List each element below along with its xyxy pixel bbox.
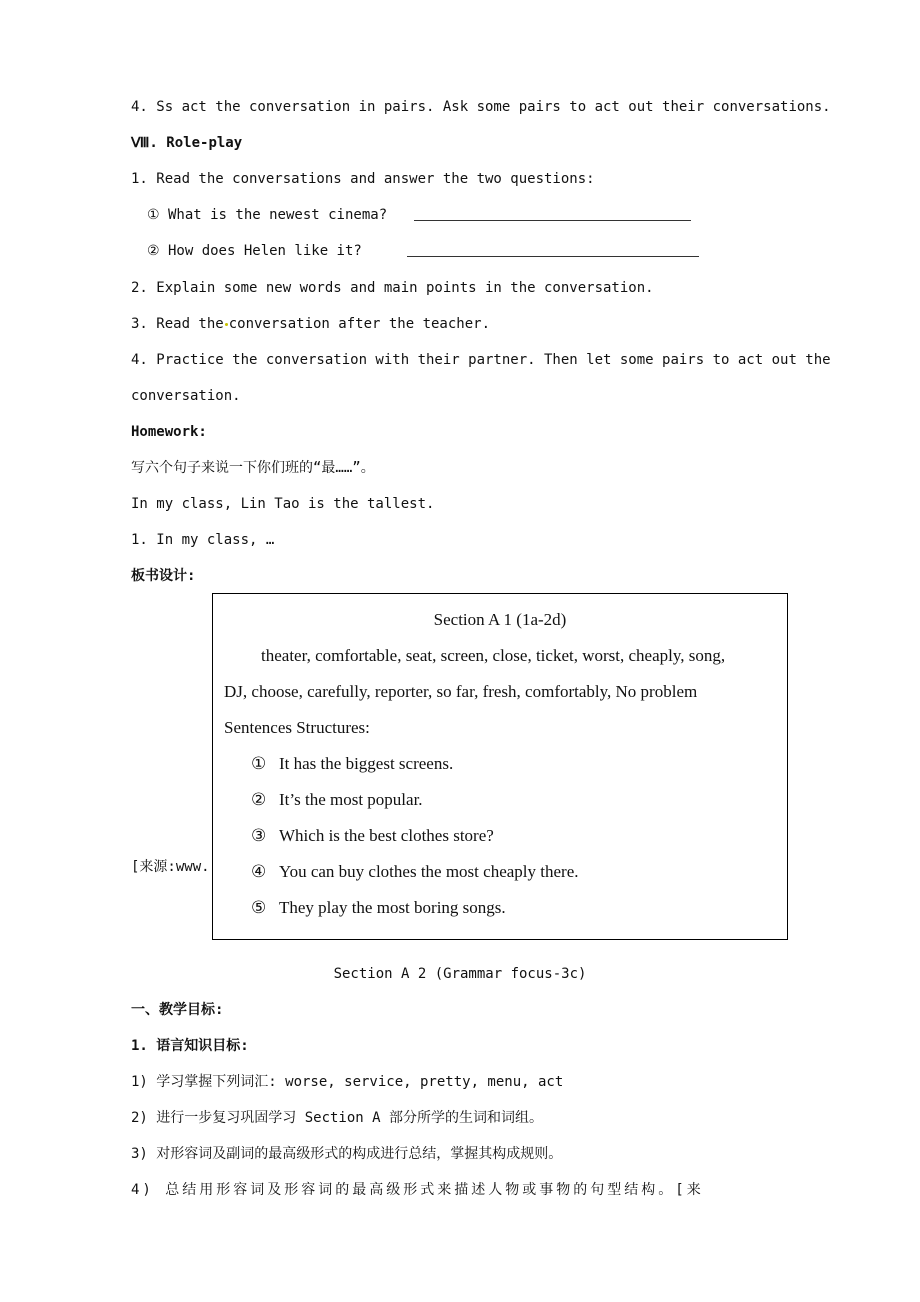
board-vocab-line-1: theater, comfortable, seat, screen, close, ticket, worst, cheaply, song,	[261, 646, 726, 665]
board-sentence	[251, 898, 506, 918]
sentence-number: ①	[251, 754, 267, 773]
board-vocab-line-2: DJ, choose, carefully, reporter, so far, fresh, comfortably, No problem	[224, 682, 698, 701]
board-sentence	[251, 862, 578, 882]
source-note: [来源:www.	[131, 859, 210, 875]
sentence-text: Which is the best clothes store?	[279, 826, 494, 845]
step-4-text: 4. Ss act the conversation in pairs. Ask some pairs to act out their conversations.	[131, 99, 831, 115]
goal-4: 4) 总结用形容词及形容词的最高级形式来描述人物或事物的句型结构。[来	[131, 1182, 704, 1198]
sentence-text: It has the biggest screens.	[279, 754, 454, 773]
sentence-number: ④	[251, 862, 267, 881]
step-2-text: 2. Explain some new words and main points in the conversation.	[131, 280, 654, 296]
answer-blank-2[interactable]	[407, 244, 699, 257]
sentence-number: ③	[251, 826, 267, 845]
step-3-part-a: 3. Read the	[131, 316, 224, 332]
board-title: Section A 1 (1a-2d)	[433, 610, 567, 629]
board-structures-label: Sentences Structures:	[224, 718, 370, 737]
answer-blank-1[interactable]	[414, 208, 691, 221]
step-3-text	[131, 315, 490, 333]
blackboard-design-box	[212, 593, 788, 940]
goal-1: 1) 学习掌握下列词汇: worse, service, pretty, menu, act	[131, 1074, 564, 1090]
sentence-text: It’s the most popular.	[279, 790, 423, 809]
question-2-text: ② How does Helen like it?	[147, 243, 362, 259]
step-4b-text: conversation.	[131, 388, 241, 404]
homework-task: 写六个句子来说一下你们班的“最……”。	[131, 460, 375, 476]
question-2	[147, 242, 362, 260]
section-2-title: Section A 2 (Grammar focus-3c)	[333, 966, 587, 982]
step-1-text: 1. Read the conversations and answer the two questions:	[131, 171, 595, 187]
role-play-heading: Ⅷ. Role-play	[131, 135, 243, 151]
board-sentence	[251, 754, 453, 774]
step-4a-text: 4. Practice the conversation with their partner. Then let some pairs to act out the	[131, 352, 831, 368]
homework-label: Homework:	[131, 424, 207, 440]
question-1-text: ① What is the newest cinema?	[147, 207, 388, 223]
goal-3: 3) 对形容词及副词的最高级形式的构成进行总结，掌握其构成规则。	[131, 1146, 563, 1162]
board-sentence	[251, 826, 494, 846]
board-sentence	[251, 790, 423, 810]
highlight-dot	[225, 323, 228, 326]
board-design-label: 板书设计:	[131, 568, 196, 584]
language-knowledge-heading: 1. 语言知识目标:	[131, 1038, 249, 1054]
goal-2: 2) 进行一步复习巩固学习 Section A 部分所学的生词和词组。	[131, 1110, 544, 1126]
sentence-number: ②	[251, 790, 267, 809]
homework-item-1: 1. In my class, …	[131, 532, 275, 548]
sentence-text: They play the most boring songs.	[279, 898, 506, 917]
sentence-number: ⑤	[251, 898, 267, 917]
question-1	[147, 206, 387, 224]
sentence-text: You can buy clothes the most cheaply there.	[279, 862, 579, 881]
teaching-goals-heading: 一、教学目标:	[131, 1002, 224, 1018]
homework-example: In my class, Lin Tao is the tallest.	[131, 496, 435, 512]
step-3-part-b: conversation after the teacher.	[228, 316, 491, 332]
